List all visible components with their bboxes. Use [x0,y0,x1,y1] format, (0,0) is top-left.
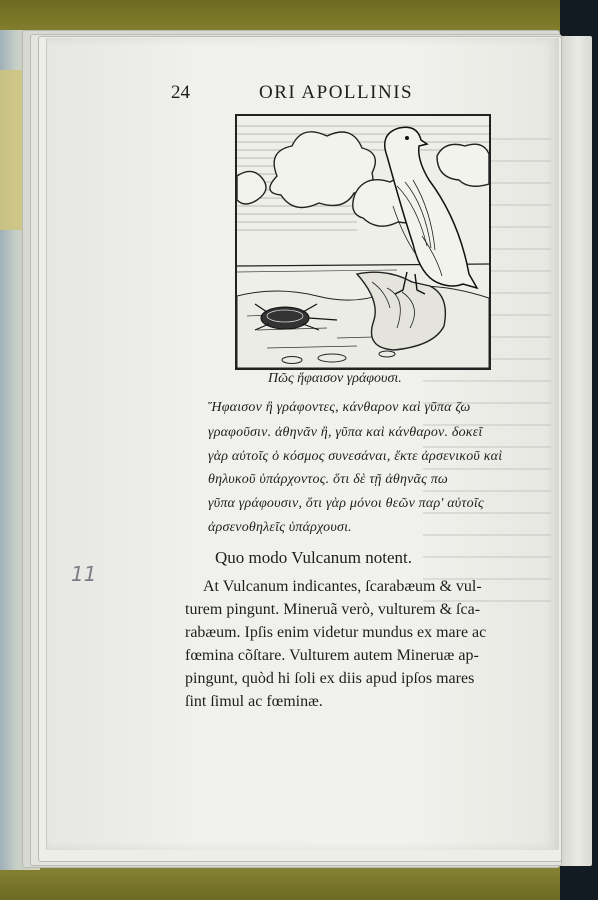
latin-heading: Quo modo Vulcanum notent. [215,548,412,567]
book-page [46,38,559,850]
greek-text-line: Ἥφαισον ἢ γράφοντες, κάνθαρον καὶ γῦπα ζω [208,400,471,415]
vulture-and-scarab-icon [237,116,489,368]
latin-text-line: turem pingunt. Mineruã verò, vulturem & ſca- [185,601,481,618]
greek-text-line: γὰρ αὐτοῖς ὁ κόσμος συνεσάναι, ἔκτε ἀρσενικοῦ καὶ [208,449,503,464]
latin-text-line: ſint ſimul ac fœminæ. [185,693,323,710]
running-head: ORI APOLLINIS [259,82,414,103]
greek-text-line: γραφοῦσιν. ἀθηνᾶν ἢ, γῦπα καὶ κάνθαρον. δοκεῖ [208,425,483,440]
latin-text-line: fœmina cõſtare. Vulturem autem Mineruæ ap- [185,647,479,664]
latin-text-line: pingunt, quòd hi ſoli ex diis apud ipſos mares [185,670,475,687]
pencil-margin-note: 11 [71,562,97,586]
latin-text-line: rabæum. Ipſis enim videtur mundus ex mare ac [185,624,487,641]
woodcut-illustration [235,114,491,370]
page-number: 24 [171,82,190,103]
greek-text-line: γῦπα γράφουσιν, ὅτι γὰρ μόνοι θεῶν παρ' αὐτοῖς [208,496,484,511]
woodcut-caption: Πῶς ἥφαισον γράφουσι. [268,371,402,386]
latin-text-line: At Vulcanum indicantes, ſcarabæum & vul- [203,578,482,595]
greek-text-line: θηλυκοῦ ὑπάρχοντος. ὅτι δὲ τῇ ἀθηνᾶς πω [208,472,448,487]
greek-text-line: ἀρσενοθηλεῖς ὑπάρχουσι. [208,520,352,535]
